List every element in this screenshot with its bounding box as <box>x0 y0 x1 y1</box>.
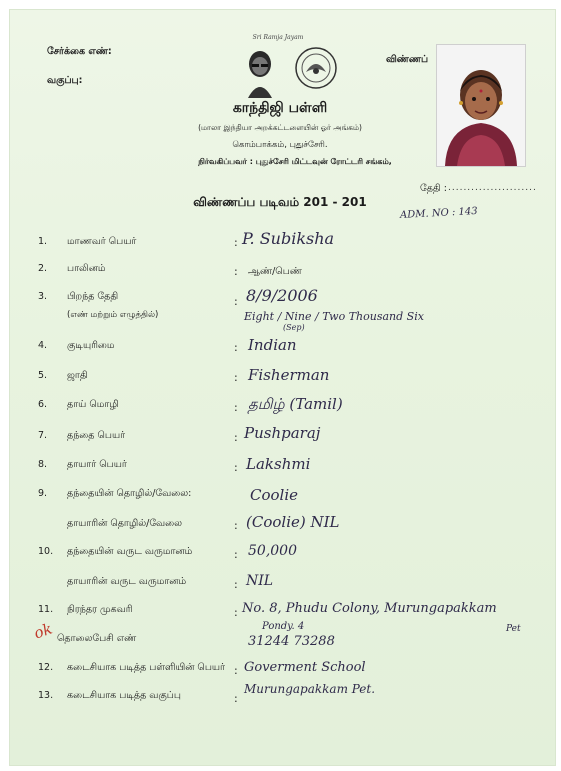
last-school-value: Goverment School <box>244 660 366 675</box>
mother-income-value: NIL <box>246 573 274 589</box>
colon: : <box>234 519 238 532</box>
father-name-value: Pushparaj <box>244 424 321 442</box>
mother-occupation-label: தாயாரின் தொழில்/வேலை <box>67 518 183 529</box>
permanent-address-value: No. 8, Phudu Colony, Murungapakkam <box>242 601 497 616</box>
colon: : <box>234 236 238 249</box>
admission-number-label: சேர்க்கை எண்: <box>47 46 112 57</box>
gender-label: பாலினம் <box>67 263 106 274</box>
trust-line: (மாலா இந்தியா அறக்கட்டளையின் ஓர் அங்கம்) <box>198 123 362 132</box>
student-photo <box>436 44 526 167</box>
school-address: கொம்பாக்கம், புதுச்சேரி. <box>232 140 328 150</box>
father-occupation-label: தந்தையின் தொழில்/வேலை: <box>67 488 192 499</box>
father-name-label: தந்தை பெயர் <box>67 430 126 441</box>
field-number: 10. <box>38 546 54 557</box>
caste-value: Fisherman <box>248 366 330 384</box>
application-number-label: விண்ணப் <box>386 54 429 65</box>
dob-sublabel: (எண் மற்றும் எழுத்தில்) <box>67 310 159 320</box>
last-class-value: Murungapakkam Pet. <box>244 682 376 696</box>
last-class-label: கடைசியாக படித்த வகுப்பு <box>67 690 181 701</box>
phone-label: தொலைபேசி எண் <box>57 633 137 644</box>
date-blank: ....................... <box>448 183 537 193</box>
colon: : <box>234 431 238 444</box>
date-label: தேதி : <box>420 183 447 194</box>
citizenship-value: Indian <box>248 336 297 354</box>
colon: : <box>234 692 238 705</box>
colon: : <box>234 461 238 474</box>
gender-value: ஆண்/பெண் <box>248 266 302 277</box>
field-number: 11. <box>38 604 54 615</box>
class-label: வகுப்பு: <box>47 75 83 86</box>
colon: : <box>234 401 238 414</box>
dob-month-value: (Sep) <box>283 323 305 332</box>
colon: : <box>234 664 238 677</box>
father-income-value: 50,000 <box>248 543 297 559</box>
colon: : <box>234 295 238 308</box>
field-number: 9. <box>38 488 48 499</box>
ok-mark: ok <box>31 619 55 643</box>
field-number: 6. <box>38 399 48 410</box>
address-pet-value: Pet <box>506 624 521 634</box>
form-title: விண்ணப்ப படிவம் 201 - 201 <box>193 195 367 209</box>
caste-label: ஜாதி <box>67 370 88 381</box>
field-number: 13. <box>38 690 54 701</box>
last-school-label: கடைசியாக படித்த பள்ளியின் பெயர் <box>67 662 225 673</box>
colon: : <box>234 341 238 354</box>
colon: : <box>234 371 238 384</box>
mother-occupation-value: (Coolie) NIL <box>246 513 340 531</box>
field-number: 8. <box>38 459 48 470</box>
permanent-address-label: நிரந்தர முகவரி <box>67 604 133 615</box>
dob-label: பிறந்த தேதி <box>67 291 119 302</box>
motto-text: Sri Ramja Jayam <box>252 34 304 41</box>
mother-name-label: தாயார் பெயர் <box>67 459 127 470</box>
mother-tongue-value: தமிழ் (Tamil) <box>248 395 343 413</box>
student-name-label: மாணவர் பெயர் <box>67 236 137 247</box>
dob-value: 8/9/2006 <box>246 286 318 305</box>
citizenship-label: குடியுரிமை <box>67 340 115 351</box>
address-line2-value: Pondy. 4 <box>262 621 305 632</box>
field-number: 2. <box>38 263 48 274</box>
gandhi-logo <box>242 46 278 98</box>
colon: : <box>234 578 238 591</box>
field-number: 7. <box>38 430 48 441</box>
field-number: 4. <box>38 340 48 351</box>
field-number: 1. <box>38 236 48 247</box>
dob-words-value: Eight / Nine / Two Thousand Six <box>244 310 424 323</box>
father-income-label: தந்தையின் வருட வருமானம் <box>67 546 193 557</box>
father-occupation-value: Coolie <box>250 486 299 504</box>
admission-no-handwritten: ADM. NO : 143 <box>399 205 478 222</box>
colon: : <box>234 606 238 619</box>
school-name: காந்திஜி பள்ளி <box>232 100 328 116</box>
field-number: 5. <box>38 370 48 381</box>
mother-tongue-label: தாய் மொழி <box>67 399 119 410</box>
student-name-value: P. Subiksha <box>242 229 335 248</box>
colon: : <box>234 548 238 561</box>
managed-by-line: நிர்வகிப்பவர் : புதுச்சேரி மிட்டவுன் ரோட்டரி சங்கம், <box>198 157 392 166</box>
phone-value: 31244 73288 <box>248 634 335 649</box>
field-number: 12. <box>38 662 54 673</box>
mother-name-value: Lakshmi <box>246 455 311 473</box>
colon: : <box>234 265 238 278</box>
rotary-seal-logo <box>294 46 338 90</box>
field-number: 3. <box>38 291 48 302</box>
mother-income-label: தாயாரின் வருட வருமானம் <box>67 576 187 587</box>
